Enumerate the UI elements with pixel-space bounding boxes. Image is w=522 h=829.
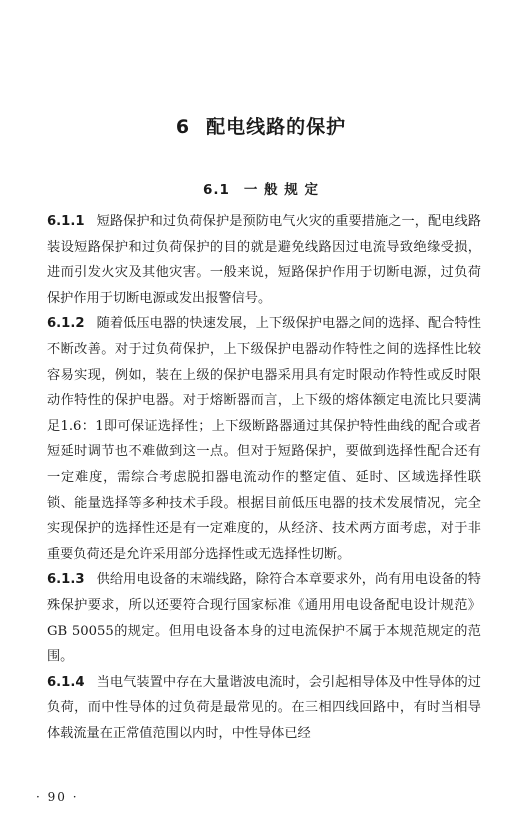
- chapter-title: [0, 112, 522, 139]
- clause-text: 短路保护和过负荷保护是预防电气火灾的重要措施之一，配电线路装设短路保护和过负荷保护的目的就是避免线路因过电流导致绝缘受损，进而引发火灾及其他灾害。一般来说，短路保护作用于切断电源，过负荷保护作用于切断电源或发出报警信号。: [47, 214, 481, 306]
- clause-number: 6.1.3: [47, 572, 85, 588]
- clause-6-1-2: [47, 311, 481, 567]
- clause-text: 随着低压电器的快速发展，上下级保护电器之间的选择、配合特性不断改善。对于过负荷保护，上下级保护电器动作特性之间的选择性比较容易实现，例如，装在上级的保护电器采用具有定时限动作特性或反时限动作特性的保护电器。对于熔断器而言，上下级的熔体额定电流比只要满足1.6：1即可保证选择性；上下级断路器通过其保护特性曲线的配合或者短延时调节也不难做到这一点。但对于短路保护，要做到选择性配合还有一定难度，需综合考虑脱扣器电流动作的整定值、延时、区域选择性联锁、能量选择等多种技术手段。根据目前低压电器的技术发展情况，完全实现保护的选择性还是有一定难度的，从经济、技术两方面考虑，对于非重要负荷还是允许采用部分选择性或无选择性切断。: [47, 316, 481, 562]
- clause-6-1-1: [47, 209, 481, 311]
- clause-number: 6.1.4: [47, 674, 85, 690]
- body-text: [47, 209, 481, 746]
- clause-text: 当电气装置中存在大量谐波电流时，会引起相导体及中性导体的过负荷，而中性导体的过负荷是最常见的。在三相四线回路中，有时当相导体载流量在正常值范围以内时，中性导体已经: [47, 674, 481, 741]
- section-title-text: 一 般 规 定: [243, 182, 320, 198]
- chapter-number: 6: [175, 116, 191, 138]
- clause-number: 6.1.1: [47, 214, 85, 229]
- section-title: [0, 178, 522, 198]
- clause-number: 6.1.2: [47, 316, 85, 332]
- section-number: 6.1: [202, 182, 230, 198]
- clause-6-1-3: [47, 567, 481, 669]
- page-number: · 90 ·: [36, 790, 79, 804]
- clause-6-1-4: [47, 670, 481, 747]
- clause-text: 供给用电设备的末端线路，除符合本章要求外，尚有用电设备的特殊保护要求，所以还要符合现行国家标准《通用用电设备配电设计规范》GB 50055的规定。但用电设备本身的过电流保护不属于本规范规定的范围。: [47, 572, 481, 665]
- chapter-title-text: 配电线路的保护: [206, 116, 347, 138]
